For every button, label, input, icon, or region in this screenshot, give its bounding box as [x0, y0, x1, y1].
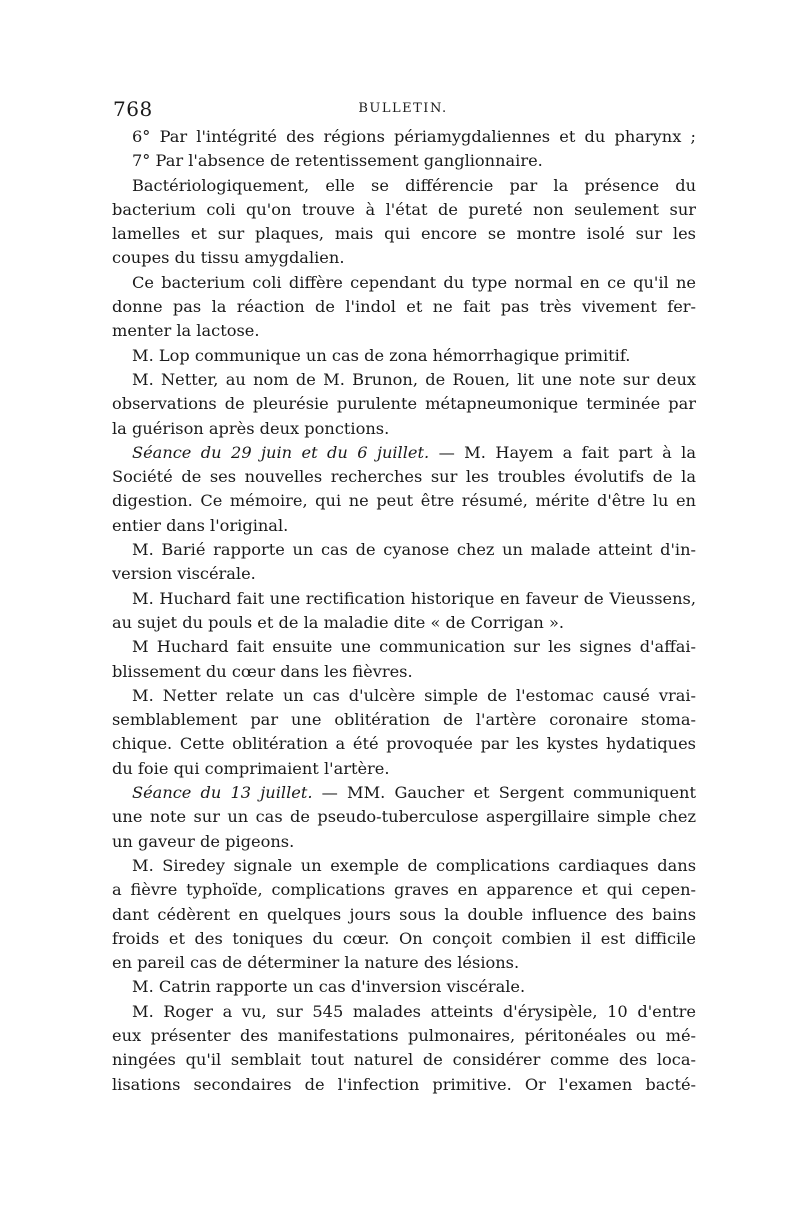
text-line: M Huchard fait ensuite une communication sur les signes d'affai-: [132, 637, 696, 657]
text-line: Société de ses nouvelles recherches sur les troubles évolutifs de la: [112, 467, 696, 487]
text-fragment: — MM. Gaucher et Sergent communiquent: [321, 783, 696, 803]
text-line: 7° Par l'absence de retentissement ganglionnaire.: [132, 151, 543, 171]
text-line: lisations secondaires de l'infection primitive. Or l'examen bacté-: [112, 1074, 696, 1094]
text-line: un gaveur de pigeons.: [112, 831, 295, 851]
text-line: une note sur un cas de pseudo-tuberculose aspergillaire simple chez: [112, 807, 696, 827]
text-line: 6° Par l'intégrité des régions périamygdaliennes et du pharynx ;: [132, 127, 696, 146]
text-line: M. Lop communique un cas de zona hémorrhagique primitif.: [132, 345, 631, 365]
text-line: M. Netter relate un cas d'ulcère simple de l'estomac causé vrai-: [132, 685, 696, 705]
text-fragment: — M. Hayem a fait part à la: [438, 442, 696, 462]
seance-heading: Séance du 13 juillet.: [132, 783, 313, 803]
body-text: [112, 125, 696, 1097]
text-line: M. Huchard fait une rectification historique en faveur de Vieussens,: [132, 588, 696, 608]
text-line: la guérison après deux ponctions.: [112, 418, 390, 438]
text-line: en pareil cas de déterminer la nature des lésions.: [112, 953, 520, 973]
text-line: M. Netter, au nom de M. Brunon, de Rouen, lit une note sur deux: [132, 369, 696, 389]
text-line: digestion. Ce mémoire, qui ne peut être résumé, mérite d'être lu en: [112, 491, 696, 511]
text-line: lamelles et sur plaques, mais qui encore se montre isolé sur les: [112, 224, 696, 244]
text-line: Ce bacterium coli diffère cependant du type normal en ce qu'il ne: [132, 272, 696, 292]
text-line: M. Barié rapporte un cas de cyanose chez un malade atteint d'in-: [132, 540, 696, 560]
text-line: version viscérale.: [112, 564, 256, 584]
text-line: froids et des toniques du cœur. On conçoit combien il est difficile: [112, 928, 696, 948]
page-number: 768: [113, 97, 153, 121]
running-head: BULLETIN.: [358, 101, 448, 116]
text-line: blissement du cœur dans les fièvres.: [112, 661, 413, 681]
text-line: a fièvre typhoïde, complications graves en apparence et qui cepen-: [112, 880, 696, 900]
text-line: [112, 441, 696, 465]
text-line: au sujet du pouls et de la maladie dite « de Corrigan ».: [112, 612, 565, 632]
text-line: chique. Cette oblitération a été provoquée par les kystes hydatiques: [112, 734, 696, 754]
text-line: entier dans l'original.: [112, 515, 289, 535]
text-line: dant cédèrent en quelques jours sous la double influence des bains: [112, 904, 696, 924]
text-line: menter la lactose.: [112, 321, 260, 341]
text-line: Bactériologiquement, elle se différencie par la présence du: [132, 175, 696, 195]
text-line: du foie qui comprimaient l'artère.: [112, 758, 390, 778]
text-line: M. Roger a vu, sur 545 malades atteints d'érysipèle, 10 d'entre: [132, 1001, 696, 1021]
seance-heading: Séance du 29 juin et du 6 juillet.: [132, 442, 430, 462]
text-line: M. Siredey signale un exemple de complications cardiaques dans: [132, 855, 696, 875]
text-line: observations de pleurésie purulente métapneumonique terminée par: [112, 394, 696, 414]
text-line: semblablement par une oblitération de l'artère coronaire stoma-: [112, 710, 696, 730]
text-line: coupes du tissu amygdalien.: [112, 248, 345, 268]
page-header: [113, 97, 693, 123]
text-line: ningées qu'il semblait tout naturel de considérer comme des loca-: [112, 1050, 696, 1070]
text-line: [112, 781, 696, 805]
text-line: donne pas la réaction de l'indol et ne fait pas très vivement fer-: [112, 297, 696, 317]
text-line: bacterium coli qu'on trouve à l'état de pureté non seulement sur: [112, 199, 696, 219]
text-line: M. Catrin rapporte un cas d'inversion viscérale.: [132, 977, 526, 997]
text-line: eux présenter des manifestations pulmonaires, péritonéales ou mé-: [112, 1025, 696, 1045]
